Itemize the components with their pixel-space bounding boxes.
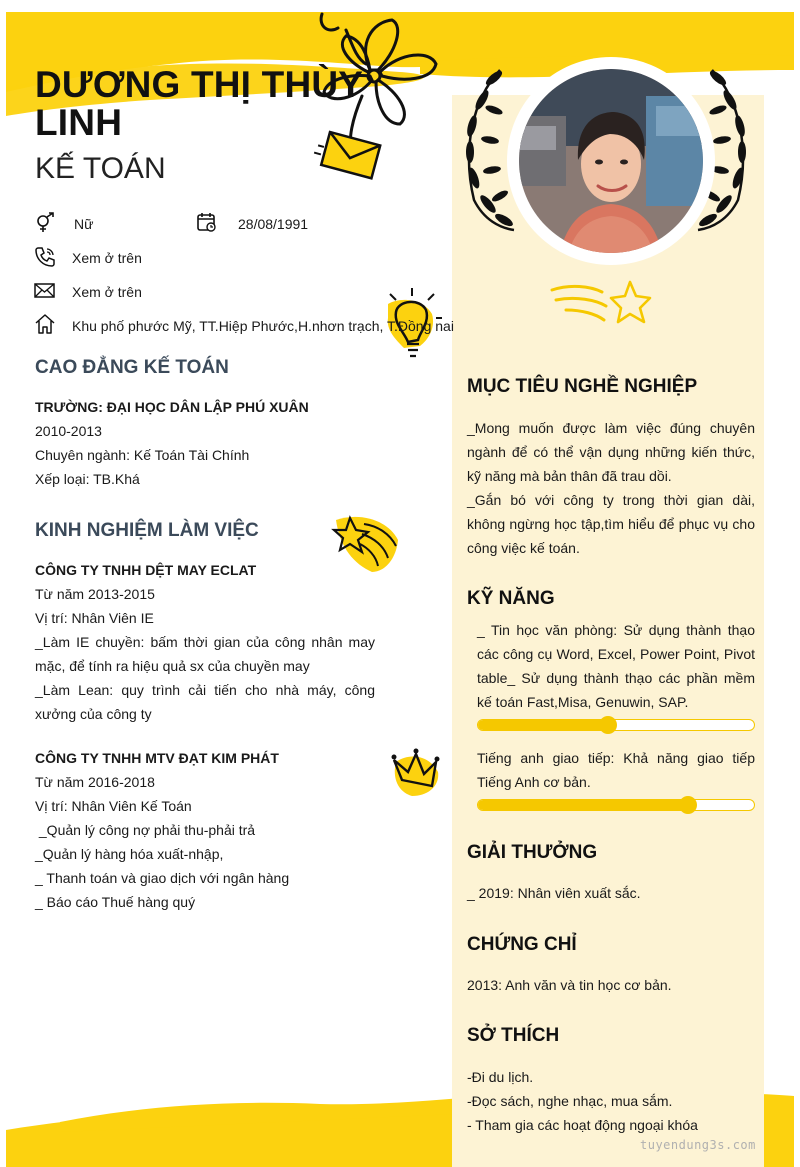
job-1-duty-1: _Làm IE chuyền: bấm thời gian của công nhân may mặc, để tính ra hiệu quả sx của chuyền may — [35, 634, 375, 674]
birthday-value: 28/08/1991 — [238, 216, 309, 232]
objective-title: MỤC TIÊU NGHỀ NGHIỆP — [467, 376, 698, 397]
skill-1-bar-fill — [478, 720, 608, 730]
certificates-title: CHỨNG CHỈ — [467, 934, 577, 955]
job-2-duty-2: _Quản lý hàng hóa xuất-nhập, — [35, 846, 224, 862]
education-years: 2010-2013 — [35, 423, 102, 439]
skill-1-bar — [477, 719, 755, 731]
hobby-1: -Đi du lịch. — [467, 1069, 534, 1085]
job-title: KẾ TOÁN — [35, 152, 166, 185]
home-icon — [34, 313, 56, 335]
job-1-company: CÔNG TY TNHH DỆT MAY ECLAT — [35, 562, 257, 578]
education-grade: Xếp loại: TB.Khá — [35, 471, 140, 487]
education-school: TRƯỜNG: ĐẠI HỌC DÂN LẬP PHÚ XUÂN — [35, 399, 309, 415]
skill-1-bar-knob — [599, 716, 617, 734]
skill-2-text: Tiếng anh giao tiếp: Khả năng giao tiếp Tiếng Anh cơ bản. — [477, 750, 755, 790]
calendar-icon — [196, 211, 218, 233]
full-name: DƯƠNG THỊ THÙY LINH — [35, 64, 363, 143]
phone-icon — [34, 246, 56, 268]
job-2-position: Vị trí: Nhân Viên Kế Toán — [35, 798, 192, 814]
awards-title: GIẢI THƯỞNG — [467, 842, 598, 863]
skill-1-text: _ Tin học văn phòng: Sử dụng thành thạo các công cụ Word, Excel, Power Point, Pivot table_ Sử dụng thành thạo các phần mềm kế toán Fast,Misa, Genuwin, SAP. — [477, 622, 755, 710]
job-2-duty-3: _ Thanh toán và giao dịch với ngân hàng — [35, 870, 290, 886]
objective-paragraph-1: _Mong muốn được làm việc đúng chuyên ngành để có thể vận dụng những kiến thức, kỹ năng mà bản thân đã trau dồi. — [467, 420, 755, 484]
job-2-duty-1: _Quản lý công nợ phải thu-phải trả — [35, 822, 256, 838]
objective-paragraph-2: _Gắn bó với công ty trong thời gian dài, không ngừng học tập,tìm hiểu để phục vụ cho công việc kế toán. — [467, 492, 755, 556]
job-1-duty-2: _Làm Lean: quy trình cải tiến cho nhà máy, công xưởng của công ty — [35, 682, 375, 722]
avatar — [506, 56, 716, 266]
skills-title: KỸ NĂNG — [467, 588, 555, 609]
skill-2-bar-fill — [478, 800, 688, 810]
phone-value: Xem ở trên — [72, 250, 142, 266]
email-value: Xem ở trên — [72, 284, 142, 300]
star-icon — [552, 282, 650, 322]
address-value: Khu phố phước Mỹ, TT.Hiệp Phước,H.nhơn trạch, T.Đồng nai — [72, 318, 454, 334]
certificates-text: 2013: Anh văn và tin học cơ bản. — [467, 977, 672, 993]
education-title: CAO ĐẲNG KẾ TOÁN — [35, 357, 229, 378]
job-1-position: Vị trí: Nhân Viên IE — [35, 610, 154, 626]
education-major: Chuyên ngành: Kế Toán Tài Chính — [35, 447, 250, 463]
gender-value: Nữ — [74, 216, 94, 232]
crown-icon — [392, 749, 440, 797]
shooting-star-icon — [334, 517, 398, 572]
skill-2-bar-knob — [679, 796, 697, 814]
skill-2-bar — [477, 799, 755, 811]
hobbies-title: SỞ THÍCH — [467, 1025, 560, 1046]
hobby-2: -Đọc sách, nghe nhạc, mua sắm. — [467, 1093, 673, 1109]
mail-icon — [34, 280, 56, 302]
job-1-period: Từ năm 2013-2015 — [35, 586, 155, 602]
hobby-3: - Tham gia các hoạt động ngoại khóa — [467, 1117, 698, 1133]
job-2-duty-4: _ Báo cáo Thuế hàng quý — [35, 894, 196, 910]
watermark: tuyendung3s.com — [640, 1138, 756, 1152]
gender-icon — [34, 212, 56, 234]
job-2-period: Từ năm 2016-2018 — [35, 774, 155, 790]
experience-title: KINH NGHIỆM LÀM VIỆC — [35, 520, 259, 541]
job-2-company: CÔNG TY TNHH MTV ĐẠT KIM PHÁT — [35, 750, 279, 766]
awards-text: _ 2019: Nhân viên xuất sắc. — [467, 885, 641, 901]
